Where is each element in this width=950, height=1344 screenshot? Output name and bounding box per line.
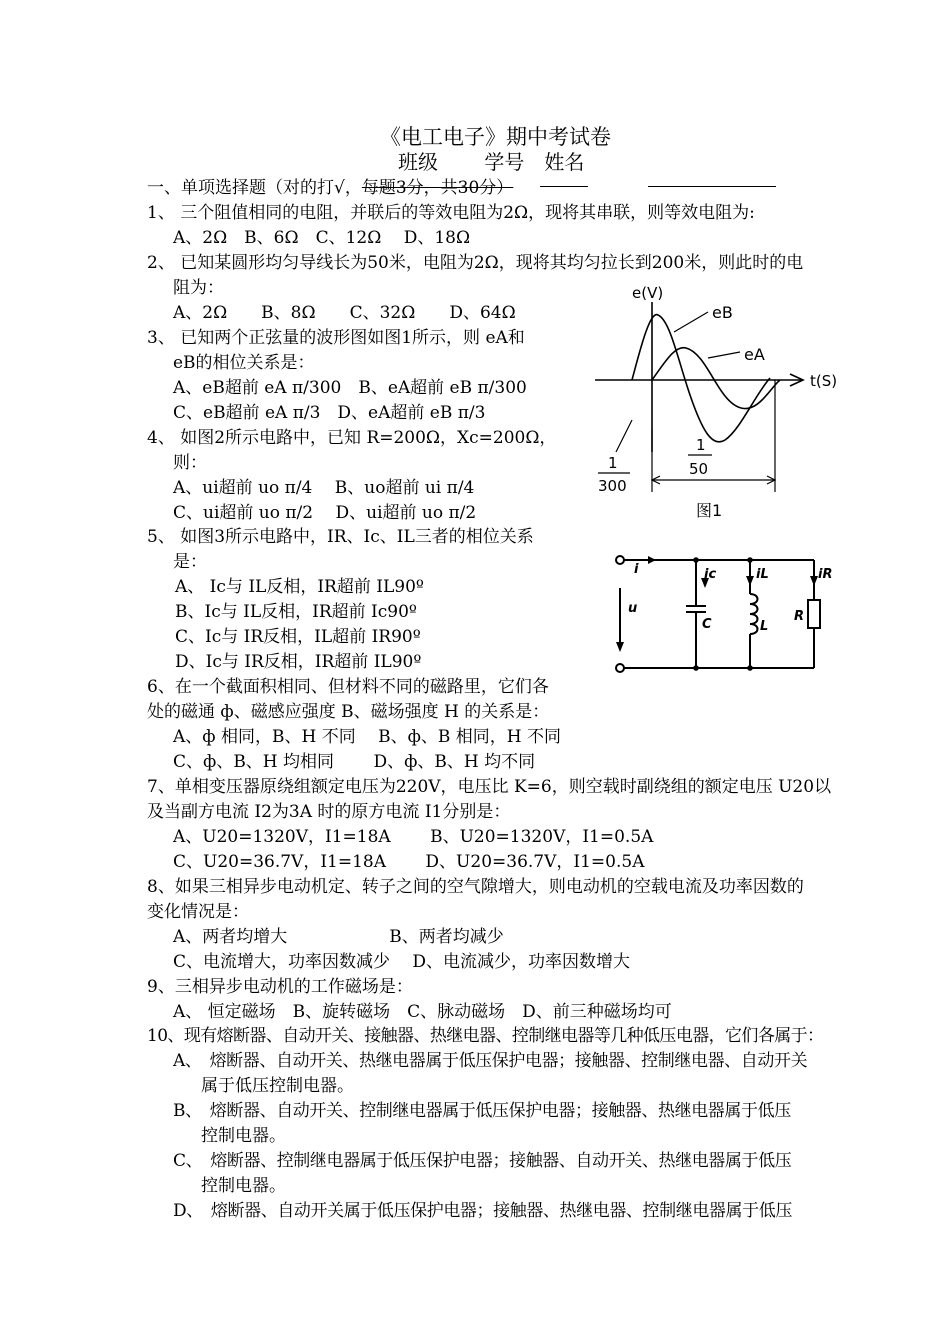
question-10-option-c: C、 熔断器、控制继电器属于低压保护电器；接触器、自动开关、热继电器属于低压: [173, 1151, 792, 1171]
question-7-option-cd: C、U20=36.7V，I1=18A D、U20=36.7V，I1=0.5A: [173, 852, 645, 872]
question-5-stem: 5、 如图3所示电路中，IR、Ic、IL三者的相位关系: [147, 527, 534, 547]
question-9-stem: 9、三相异步电动机的工作磁场是：: [147, 977, 413, 997]
question-10-option-b-cont: 控制电器。: [201, 1126, 286, 1146]
figure-3-label-ir: iR: [818, 567, 833, 582]
figure-3-inductor-coil: [750, 594, 758, 634]
figure-3-resistor: [808, 600, 820, 628]
question-4-option-ab: A、ui超前 uo π/4 B、uo超前 ui π/4: [173, 478, 475, 498]
question-5-stem-cont: 是：: [173, 552, 207, 572]
question-5-option-b: B、Ic与 IL反相，IR超前 Ic90º: [175, 602, 417, 622]
question-5-option-a: A、 Ic与 IL反相，IR超前 IL90º: [175, 577, 424, 597]
figure-3-junction-top-c: [693, 557, 699, 563]
figure-3-i-arrowhead: [648, 556, 656, 564]
name-underline: [540, 186, 588, 187]
figure-1-label-eA: eA: [744, 345, 765, 364]
question-6-stem-cont: 处的磁通 ф、磁感应强度 B、磁场强度 H 的关系是：: [147, 702, 550, 722]
figure-1-ylabel: e(V): [632, 284, 664, 302]
question-4-option-cd: C、ui超前 uo π/2 D、ui超前 uo π/2: [173, 503, 477, 523]
page-title: 《电工电子》期中考试卷: [380, 125, 611, 149]
figure-1-frac2-den: 50: [689, 460, 709, 478]
question-2-stem: 2、 已知某圆形均匀导线长为50米，电阻为2Ω，现将其均匀拉长到200米，则此时的电: [147, 253, 804, 273]
figure-3-label-i: i: [634, 562, 639, 577]
question-3-option-ab: A、eB超前 eA π/300 B、eA超前 eB π/300: [173, 378, 527, 398]
section-heading-struck: 每题3分，共30分）: [361, 178, 514, 198]
name-blank-line: [648, 186, 776, 187]
figure-3-junction-bottom-c: [693, 665, 699, 671]
question-10-option-c-cont: 控制电器。: [201, 1176, 286, 1196]
question-6-option-cd: C、ф、B、H 均相同 D、ф、B、H 均不同: [173, 752, 536, 772]
question-3-stem-cont: eB的相位关系是：: [173, 353, 315, 373]
question-7-stem: 7、单相变压器原绕组额定电压为220V，电压比 K=6，则空载时副绕组的额定电压 U20以: [147, 777, 832, 797]
question-6-stem: 6、在一个截面积相同、但材料不同的磁路里，它们各: [147, 677, 549, 697]
question-8-stem-cont: 变化情况是：: [147, 902, 249, 922]
question-10-option-d: D、 熔断器、自动开关属于低压保护电器；接触器、热继电器、控制继电器属于低压: [173, 1201, 792, 1221]
question-10-stem: 10、现有熔断器、自动开关、接触器、热继电器、控制继电器等几种低压电器，它们各属于：: [147, 1026, 824, 1046]
question-2-stem-cont: 阻为：: [173, 278, 224, 298]
section-heading: [147, 177, 513, 199]
student-info-fields: 班级 学号 姓名: [398, 150, 585, 174]
question-9-options: A、 恒定磁场 B、旋转磁场 C、脉动磁场 D、前三种磁场均可: [173, 1002, 672, 1022]
figure-1-frac1-den: 300: [598, 477, 627, 495]
question-8-stem: 8、如果三相异步电动机定、转子之间的空气隙增大，则电动机的空载电流及功率因数的: [147, 877, 804, 897]
figure-1-label-eB: eB: [712, 303, 733, 322]
section-heading-main: 一、单项选择题（对的打√，: [147, 178, 362, 198]
figure-1-eB-leader: [674, 312, 708, 332]
figure-1-frac2-num: 1: [696, 436, 706, 454]
figure-3-u-arrowhead: [616, 642, 624, 652]
figure-3-label-r: R: [794, 609, 805, 624]
figure-1-offset-leader: [616, 420, 632, 452]
figure-1-caption: 图1: [696, 501, 723, 520]
figure-3-junction-bottom-l: [747, 665, 753, 671]
figure-3-circuit: [604, 548, 848, 718]
question-2-options: A、2Ω B、8Ω C、32Ω D、64Ω: [173, 303, 516, 323]
question-7-stem-cont: 及当副方电流 I2为3A 时的原方电流 I1分别是：: [147, 802, 511, 822]
figure-3-label-c: C: [702, 617, 712, 632]
figure-3-il-arrowhead: [746, 576, 754, 586]
figure-3-ir-arrowhead: [810, 576, 818, 586]
figure-3-terminal-top: [616, 556, 624, 564]
figure-1-waveforms: [590, 280, 870, 525]
figure-3-label-u: u: [628, 601, 638, 616]
question-1-stem: 1、 三个阻值相同的电阻，并联后的等效电阻为2Ω，现将其串联，则等效电阻为:: [147, 203, 755, 223]
question-7-option-ab: A、U20=1320V，I1=18A B、U20=1320V，I1=0.5A: [173, 827, 654, 847]
question-4-stem: 4、 如图2所示电路中，已知 R=200Ω，Xc=200Ω，: [147, 428, 557, 448]
figure-3-junction-top-l: [747, 557, 753, 563]
question-5-option-d: D、Ic与 IR反相，IR超前 IL90º: [175, 652, 422, 672]
question-8-option-cd: C、电流增大，功率因数减少 D、电流减少，功率因数增大: [173, 952, 631, 972]
figure-1-eA-leader: [708, 352, 740, 358]
question-8-option-ab: A、两者均增大 B、两者均减少: [173, 927, 504, 947]
question-3-stem: 3、 已知两个正弦量的波形图如图1所示，则 eA和: [147, 328, 525, 348]
figure-3-label-l: L: [760, 619, 769, 634]
figure-3-label-ic: ic: [704, 567, 717, 582]
figure-3-label-il: iL: [756, 567, 769, 582]
question-10-option-b: B、 熔断器、自动开关、控制继电器属于低压保护电器；接触器、热继电器属于低压: [173, 1101, 791, 1121]
question-1-options: A、2Ω B、6Ω C、12Ω D、18Ω: [173, 228, 471, 248]
question-10-option-a: A、 熔断器、自动开关、热继电器属于低压保护电器；接触器、控制继电器、自动开关: [173, 1051, 808, 1071]
question-4-stem-cont: 则：: [173, 453, 207, 473]
figure-1-frac1-num: 1: [608, 454, 618, 472]
figure-1-xlabel: t(S): [810, 372, 838, 390]
figure-3-terminal-bottom: [616, 664, 624, 672]
question-6-option-ab: A、ф 相同，B、H 不同 B、ф、B 相同，H 不同: [173, 727, 562, 747]
question-5-option-c: C、Ic与 IR反相，IL超前 IR90º: [175, 627, 421, 647]
question-10-option-a-cont: 属于低压控制电器。: [201, 1076, 354, 1096]
question-3-option-cd: C、eB超前 eA π/3 D、eA超前 eB π/3: [173, 403, 486, 423]
